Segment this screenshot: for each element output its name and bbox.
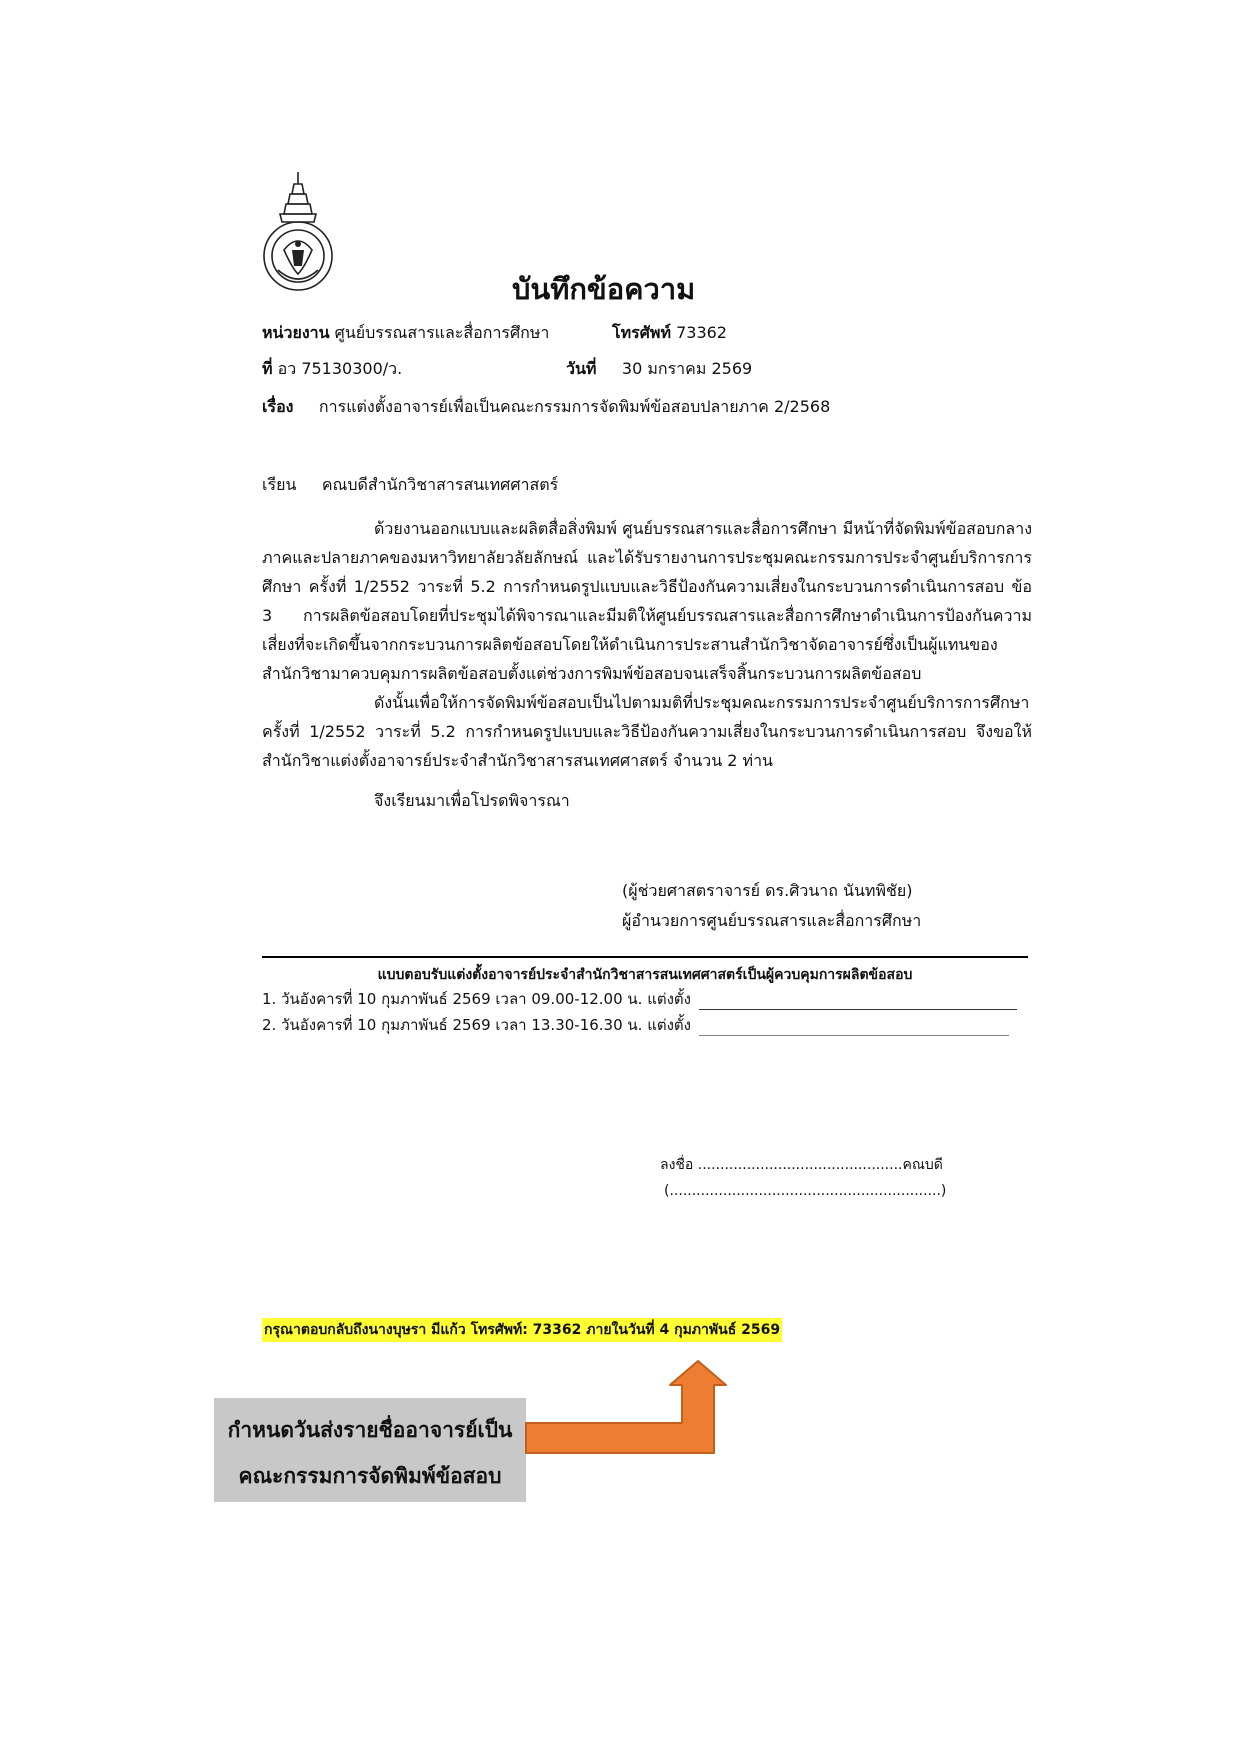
- signer-title: ผู้อำนวยการศูนย์บรรณสารและสื่อการศึกษา: [622, 911, 922, 930]
- reply-row-2-text: 2. วันอังคารที่ 10 กุมภาพันธ์ 2569 เวลา 13.30-16.30 น. แต่งตั้ง: [262, 1016, 691, 1034]
- signer-name: (ผู้ช่วยศาสตราจารย์ ดร.ศิวนาถ นันทพิชัย): [622, 881, 913, 900]
- up-arrow-icon: [520, 1355, 740, 1465]
- ref-label: ที่: [262, 359, 273, 378]
- memo-title: บันทึกข้อความ: [512, 272, 696, 306]
- date-row: [566, 358, 752, 380]
- phone-row: [612, 322, 727, 344]
- date-value: 30 มกราคม 2569: [621, 359, 753, 378]
- callout-box: [214, 1398, 526, 1502]
- dean-name-line: (.............................................................): [664, 1183, 947, 1199]
- reply-row-2-blank[interactable]: [699, 1019, 1009, 1036]
- unit-value: ศูนย์บรรณสารและสื่อการศึกษา: [334, 323, 550, 342]
- phone-label: โทรศัพท์: [612, 323, 671, 342]
- callout-line-1: กำหนดวันส่งรายชื่ออาจารย์เป็น: [227, 1418, 513, 1442]
- body-paragraph-2-text: ดังนั้นเพื่อให้การจัดพิมพ์ข้อสอบเป็นไปตามมติที่ประชุมคณะกรรมการประจำศูนย์บริการการศึกษา ครั้งที่ 1/2552 วาระที่ 5.2 การกำหนดรูปแบบและวิธีป้องกันความเสี่ยงในกระบวนการดำเนินการสอบ จึงขอให้สำนักวิชาแต่งตั้งอาจารย์ประจำสำนักวิชาสารสนเทศศาสตร์ จำนวน 2 ท่าน: [262, 693, 1032, 770]
- to-value: คณบดีสำนักวิชาสารสนเทศศาสตร์: [321, 475, 559, 494]
- reply-form-heading: แบบตอบรับแต่งตั้งอาจารย์ประจำสำนักวิชาสารสนเทศศาสตร์เป็นผู้ควบคุมการผลิตข้อสอบ: [377, 967, 913, 983]
- subject-value: การแต่งตั้งอาจารย์เพื่อเป็นคณะกรรมการจัดพิมพ์ข้อสอบปลายภาค 2/2568: [318, 397, 831, 416]
- divider: [262, 956, 1028, 958]
- reply-row-2: [262, 1014, 1009, 1036]
- body-paragraph-1-text: ด้วยงานออกแบบและผลิตสื่อสิ่งพิมพ์ ศูนย์บรรณสารและสื่อการศึกษา มีหน้าที่จัดพิมพ์ข้อสอบกลางภาคและปลายภาคของมหาวิทยาลัยวลัยลักษณ์ และได้รับรายงานการประชุมคณะกรรมการประจำศูนย์บริการการศึกษา ครั้งที่ 1/2552 วาระที่ 5.2 การกำหนดรูปแบบและวิธีป้องกันความเสี่ยงในกระบวนการดำเนินการสอบ ข้อ 3 การผลิตข้อสอบโดยที่ประชุมได้พิจารณาและมีมติให้ศูนย์บรรณสารและสื่อการศึกษาดำเนินการป้องกันความเสี่ยงที่จะเกิดขึ้นจากกระบวนการผลิตข้อสอบโดยให้ดำเนินการประสานสำนักวิชาจัดอาจารย์ซึ่งเป็นผู้แทนของสำนักวิชามาควบคุมการผลิตข้อสอบตั้งแต่ช่วงการพิมพ์ข้อสอบจนเสร็จสิ้นกระบวนการผลิตข้อสอบ: [262, 519, 1032, 683]
- phone-value: 73362: [676, 323, 727, 342]
- date-label: วันที่: [566, 359, 597, 378]
- ref-row: [262, 358, 402, 380]
- subject-row: [262, 396, 830, 418]
- body-paragraph-2: [262, 688, 1032, 775]
- reply-row-1-text: 1. วันอังคารที่ 10 กุมภาพันธ์ 2569 เวลา 09.00-12.00 น. แต่งตั้ง: [262, 990, 691, 1008]
- to-label: เรียน: [262, 475, 297, 494]
- ref-value: อว 75130300/ว.: [277, 359, 403, 378]
- to-row: [262, 474, 558, 496]
- body-paragraph-1: [262, 514, 1032, 688]
- deadline-note: กรุณาตอบกลับถึงนางบุษรา มีแก้ว โทรศัพท์: 73362 ภายในวันที่ 4 กุมภาพันธ์ 2569: [262, 1318, 782, 1342]
- reply-row-1-blank[interactable]: [699, 993, 1017, 1010]
- unit-row: [262, 322, 549, 344]
- closing-text: จึงเรียนมาเพื่อโปรดพิจารณา: [374, 791, 570, 810]
- dean-sign-line: ลงชื่อ ..............................................คณบดี: [660, 1157, 943, 1173]
- callout-line-2: คณะกรรมการจัดพิมพ์ข้อสอบ: [238, 1464, 502, 1488]
- unit-label: หน่วยงาน: [262, 323, 330, 342]
- reply-row-1: [262, 988, 1017, 1010]
- subject-label: เรื่อง: [262, 397, 294, 416]
